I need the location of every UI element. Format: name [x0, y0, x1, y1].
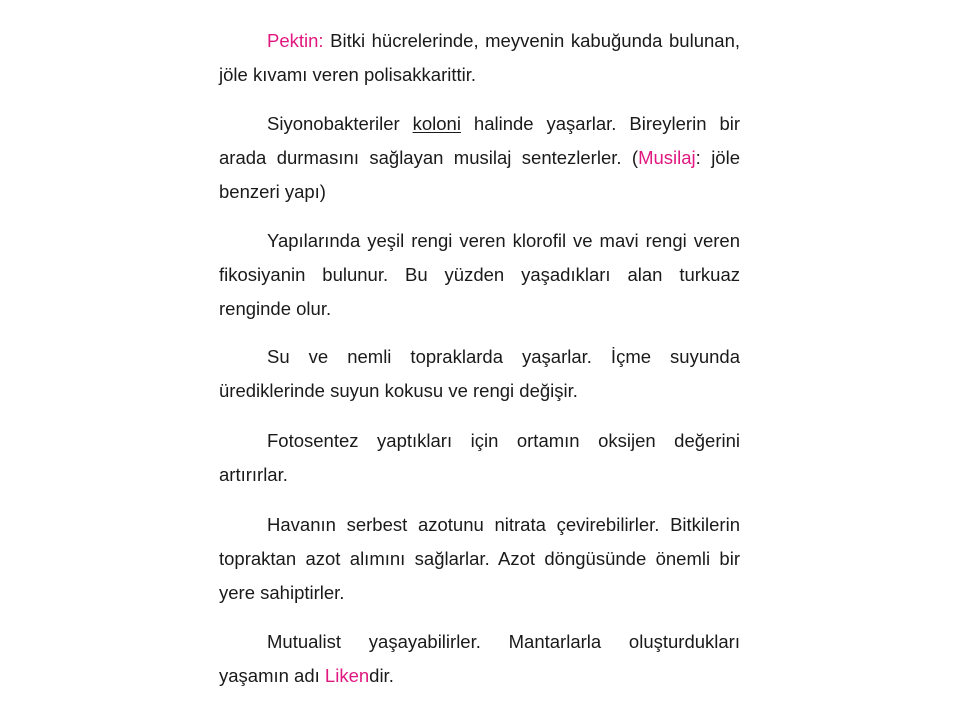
paragraph-text: dir.: [369, 665, 394, 686]
paragraph-text: Havanın serbest azotunu nitrata çevirebilirler. Bitkilerin topraktan azot alımını sağlarlar. Azot döngüsünde önemli bir yere sahiptirler.: [219, 514, 740, 603]
term-musilaj: Musilaj: [638, 147, 696, 168]
paragraph-habitat: [219, 340, 740, 408]
paragraph-koloni: [219, 107, 740, 209]
paragraph-pigments: [219, 224, 740, 326]
paragraph-photosynthesis: [219, 424, 740, 492]
paragraph-text: Yapılarında yeşil rengi veren klorofil ve mavi rengi veren fikosiyanin bulunur. Bu yüzden yaşadıkları alan turkuaz renginde olur.: [219, 230, 740, 319]
paragraph-text: : jöle benzeri yapı): [219, 147, 740, 202]
paragraph-text: Bitki hücrelerinde, meyvenin kabuğunda bulunan, jöle kıvamı veren polisakkarittir.: [219, 30, 740, 85]
underlined-term-koloni: koloni: [412, 113, 461, 134]
paragraph-mutualism: [219, 625, 740, 693]
paragraph-text: Su ve nemli topraklarda yaşarlar. İçme suyunda ürediklerinde suyun kokusu ve rengi değişir.: [219, 346, 740, 401]
paragraph-text: Siyonobakteriler: [267, 113, 413, 134]
paragraph-text: Mutualist yaşayabilirler. Mantarlarla oluşturdukları yaşamın adı: [219, 631, 740, 686]
paragraph-text: Fotosentez yaptıkları için ortamın oksijen değerini artırırlar.: [219, 430, 740, 485]
paragraph-text: halinde yaşarlar. Bireylerin bir arada durmasını sağlayan musilaj sentezlerler. (: [219, 113, 740, 168]
term-pektin: Pektin:: [267, 30, 324, 51]
term-liken: Liken: [324, 665, 370, 686]
paragraph-pektin: [219, 24, 740, 92]
paragraph-nitrogen: [219, 508, 740, 610]
